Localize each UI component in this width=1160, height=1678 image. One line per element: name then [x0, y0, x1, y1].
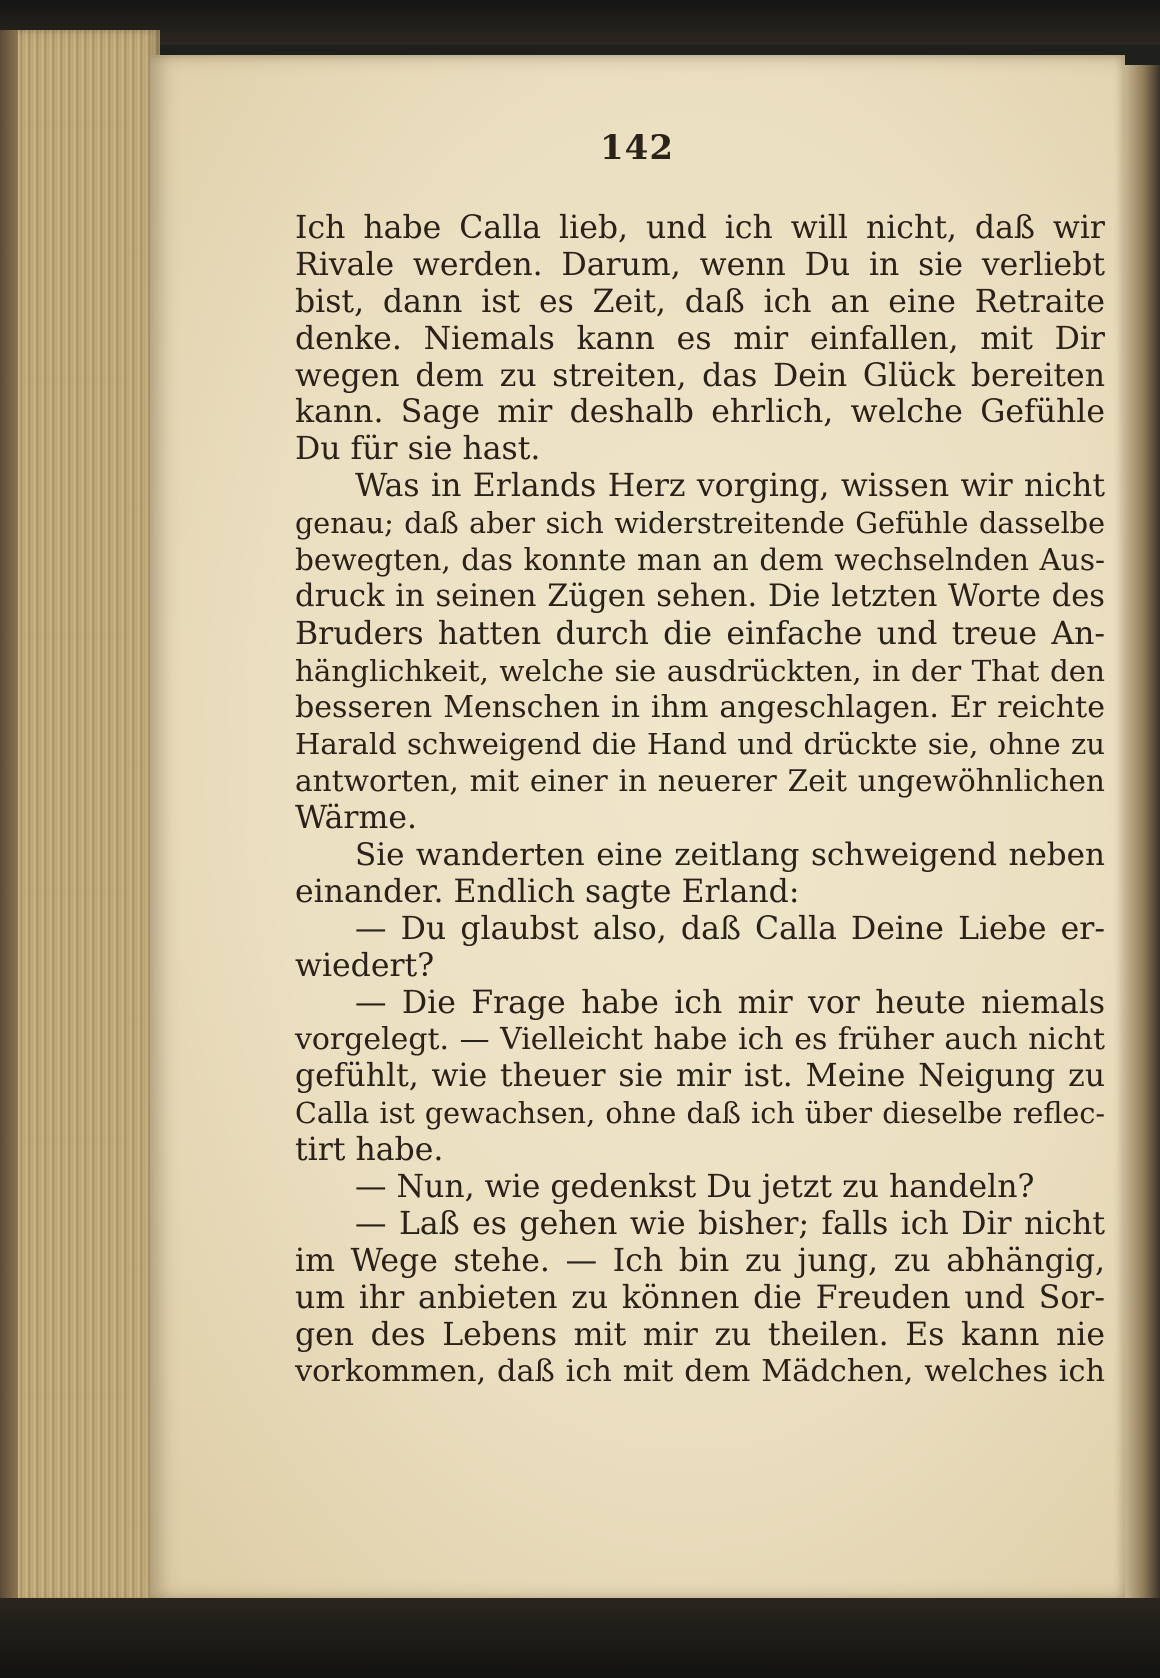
- text-line: hänglichkeit, welche sie ausdrückten, in der That den: [295, 653, 1105, 688]
- text-line: einander. Endlich sagte Erland:: [295, 874, 800, 911]
- page-number: 142: [600, 128, 674, 168]
- text-line: vorgelegt. — Vielleicht habe ich es früher auch nicht: [295, 1021, 1105, 1057]
- text-line: vorkommen, daß ich mit dem Mädchen, welches ich: [295, 1353, 1105, 1389]
- dialogue-line: — Du glaubst also, daß Calla Deine Liebe er-: [355, 910, 1105, 947]
- text-line: gefühlt, wie theuer sie mir ist. Meine Neigung zu: [295, 1058, 1105, 1095]
- text-line: denke. Niemals kann es mir einfallen, mit Dir: [295, 320, 1105, 357]
- text-line: im Wege stehe. — Ich bin zu jung, zu abhängig,: [295, 1242, 1105, 1279]
- dialogue-line: — Laß es gehen wie bisher; falls ich Dir nicht: [355, 1206, 1105, 1243]
- text-line: kann. Sage mir deshalb ehrlich, welche Gefühle: [295, 394, 1105, 431]
- dialogue-line: — Nun, wie gedenkst Du jetzt zu handeln?: [355, 1169, 1035, 1206]
- text-line: Harald schweigend die Hand und drückte sie, ohne zu: [295, 727, 1105, 762]
- text-line: Ich habe Calla lieb, und ich will nicht, daß wir: [295, 210, 1105, 246]
- scanner-background-top: [0, 0, 1160, 45]
- dialogue-line: — Die Frage habe ich mir vor heute niemals: [355, 984, 1105, 1021]
- text-line: tirt habe.: [295, 1132, 444, 1169]
- facing-page-edge: [1120, 65, 1160, 1605]
- text-line: antworten, mit einer in neuerer Zeit ungewöhnlichen: [295, 764, 1105, 799]
- text-line: besseren Menschen in ihm angeschlagen. Er reichte: [295, 689, 1105, 725]
- page-stack-edge: [0, 30, 160, 1605]
- scanner-background-bottom: [0, 1598, 1160, 1678]
- text-line: Bruders hatten durch die einfache und treue An-: [295, 615, 1105, 652]
- text-line: Rivale werden. Darum, wenn Du in sie verliebt: [295, 246, 1105, 283]
- text-line: genau; daß aber sich widerstreitende Gefühle dasselbe: [295, 506, 1105, 541]
- text-line: Du für sie hast.: [295, 431, 541, 468]
- text-line: druck in seinen Zügen sehen. Die letzten Worte des: [295, 578, 1105, 614]
- text-line: um ihr anbieten zu können die Freuden und Sor-: [295, 1279, 1105, 1316]
- text-line: bist, dann ist es Zeit, daß ich an eine Retraite: [295, 283, 1105, 320]
- text-line: bewegten, das konnte man an dem wechselnden Aus-: [295, 543, 1105, 578]
- paragraph-start: Was in Erlands Herz vorging, wissen wir nicht: [355, 468, 1105, 505]
- text-line: gen des Lebens mit mir zu theilen. Es kann nie: [295, 1316, 1105, 1353]
- text-line: wegen dem zu streiten, das Dein Glück bereiten: [295, 357, 1105, 394]
- paragraph-start: Sie wanderten eine zeitlang schweigend neben: [355, 837, 1105, 874]
- body-text: [295, 210, 1105, 1391]
- text-line: wiedert?: [295, 947, 435, 984]
- text-line: Wärme.: [295, 800, 418, 837]
- text-line: Calla ist gewachsen, ohne daß ich über dieselbe reflec-: [295, 1096, 1105, 1131]
